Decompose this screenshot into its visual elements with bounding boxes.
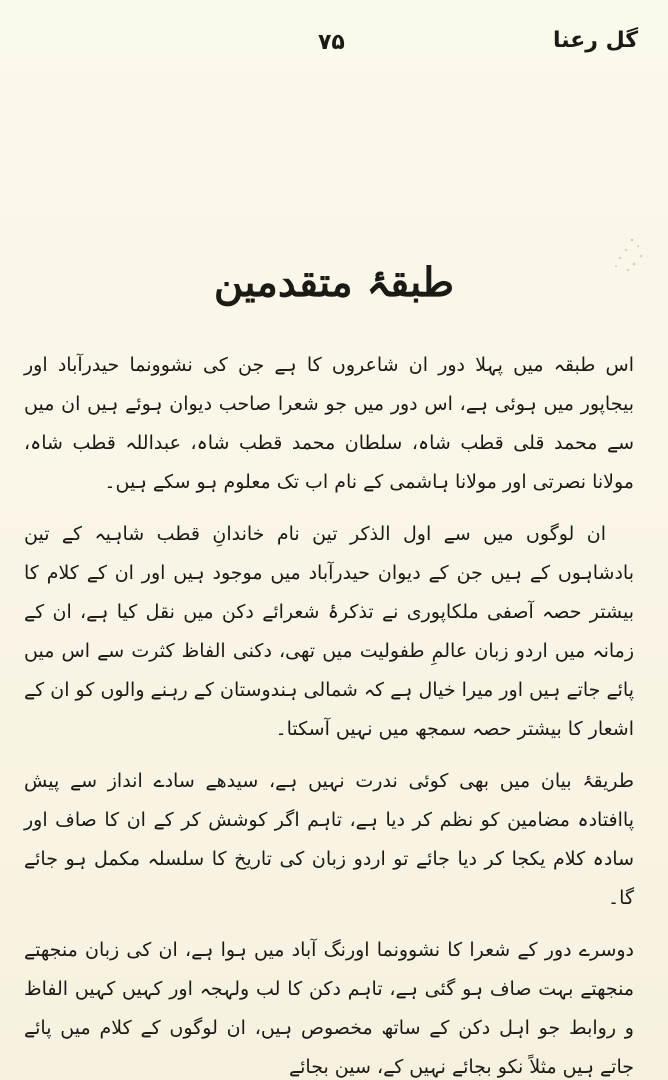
chapter-title: طبقۂ متقدمین [213,258,455,306]
body-text [24,346,634,1080]
page-number: ۷۵ [318,30,345,55]
paragraph-4: دوسرے دور کے شعرا کا نشوونما اورنگ آباد میں ہوا ہے، ان کی زبان منجھتے منجھتے بہت صاف ہو گئی ہے، تاہم دکن کا لب ولہجہ اور کہیں کہیں الفاظ و روابط جو اہل دکن کے ساتھ مخصوص ہیں، ان لوگوں کے کلام میں پائے جاتے ہیں مثلاً نکو بجائے نہیں کے، سین بجائے [24,939,634,1078]
running-head-title: گل رعنا [552,28,638,53]
paragraph-3: طریقۂ بیان میں بھی کوئی ندرت نہیں ہے، سیدھے سادے انداز سے پیش پاافتادہ مضامین کو نظم کر دیا ہے، تاہم اگر کوشش کر کے ان کا صاف اور سادہ کلام یکجا کر دیا جائے تو اردو زبان کی تاریخ کا سلسلہ مکمل ہو جائے گا۔ [24,770,634,909]
paragraph-2: ان لوگوں میں سے اول الذکر تین نام خاندانِ قطب شاہیہ کے تین بادشاہوں کے ہیں جن کے دیوان حیدرآباد میں موجود ہیں اور ان کے کلام کا بیشتر حصہ آصفی ملکاپوری نے تذکرۂ شعرائے دکن میں نقل کیا ہے، ان کے زمانہ میں اردو زبان عالمِ طفولیت میں تھی، دکنی الفاظ کثرت سے اس میں پائے جاتے ہیں اور میرا خیال ہے کہ شمالی ہندوستان کے رہنے والوں کو ان کے اشعار کا بیشتر حصہ سمجھ میں نہیں آسکتا۔ [24,523,634,740]
paragraph-1: اس طبقہ میں پہلا دور ان شاعروں کا ہے جن کی نشوونما حیدرآباد اور بیجاپور میں ہوئی ہے، اس دور میں جو شعرا صاحب دیوان ہوئے ہیں ان میں سے محمد قلی قطب شاہ، سلطان محمد قطب شاہ، عبداللہ قطب شاہ، مولانا نصرتی اور مولانا ہاشمی کے نام اب تک معلوم ہو سکے ہیں۔ [24,354,634,493]
